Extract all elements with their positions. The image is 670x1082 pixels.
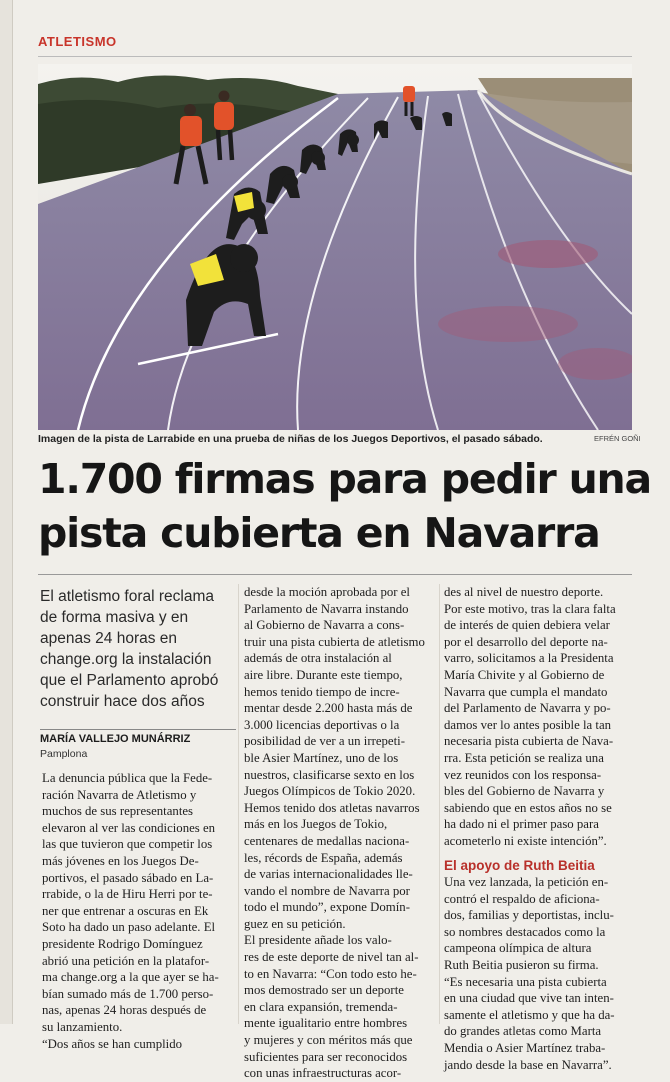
body-line: dos, familias y deportistas, inclu- (444, 908, 614, 923)
body-line: María Chivite y al Gobierno de (444, 667, 605, 682)
body-line: elevaron al ver las condiciones en (42, 820, 216, 835)
body-line: Navarra que cumpla el mandato (444, 684, 608, 699)
body-line: nas, apenas 24 horas después de (42, 1003, 207, 1018)
body-line: “Es necesaria una pista cubierta (444, 974, 607, 989)
body-line: muchos de sus representantes (42, 804, 194, 819)
body-line: centenares de medallas naciona- (244, 833, 410, 848)
track-photo (38, 64, 632, 430)
body-line: en clara expansión, tremenda- (244, 999, 398, 1014)
body-line: ha dado ni el primer paso para (444, 817, 599, 832)
lede (40, 586, 236, 712)
lede-line: change.org la instalación (40, 651, 212, 668)
spacer (444, 850, 640, 858)
body-line: jando desde la base en Navarra”. (444, 1057, 612, 1072)
column-divider (238, 584, 239, 1024)
body-line: más en los Juegos de Tokio, (244, 817, 388, 832)
headline (38, 452, 652, 560)
body-line: contró el respaldo de aficiona- (444, 891, 600, 906)
divider (40, 729, 236, 730)
body-line: abrió una petición en la platafor- (42, 953, 210, 968)
body-line: del Parlamento de Navarra y po- (444, 701, 611, 716)
body-column-2 (244, 584, 440, 1082)
headline-line: pista cubierta en Navarra (38, 509, 600, 557)
divider (38, 56, 632, 57)
body-line: con unas infraestructuras acor- (244, 1066, 402, 1081)
body-line: res de este deporte de nivel tan al- (244, 950, 419, 965)
body-line: vez reunidos con los responsa- (444, 767, 602, 782)
headline-line: 1.700 firmas para pedir una (38, 455, 652, 503)
adjacent-column-edge (0, 0, 13, 1024)
lede-line: apenas 24 horas en (40, 630, 178, 647)
lede-line: construir hace dos años (40, 693, 205, 710)
body-line: vando el nombre de Navarra por (244, 883, 410, 898)
body-line: La denuncia pública que la Fede- (42, 771, 213, 785)
body-line: Hemos tenido dos atletas navarros (244, 800, 420, 815)
body-line: más jóvenes en los Juegos De- (42, 853, 199, 868)
body-line: aire libre. Durante este tiempo, (244, 667, 403, 682)
body-line: so nombres destacados como la (444, 924, 606, 939)
body-line: al Gobierno de Navarra a cons- (244, 618, 405, 633)
body-line: “Dos años se han cumplido (42, 1036, 183, 1051)
body-line: rra. Esta petición se realiza una (444, 750, 604, 765)
divider (38, 574, 632, 575)
body-column-1 (42, 770, 238, 1052)
body-line: Mendia o Asier Martínez traba- (444, 1041, 606, 1056)
body-line: ma change.org a la que ayer se ha- (42, 970, 219, 985)
body-line: mos demostrado ser un deporte (244, 983, 404, 998)
section-label: ATLETISMO (38, 34, 117, 49)
body-line: acometerlo ni existe intención”. (444, 833, 607, 848)
body-line: necesaria pista cubierta de Nava- (444, 734, 614, 749)
body-line: to en Navarra: “Con todo esto he- (244, 966, 417, 981)
body-line: Por este motivo, tras la clara falta (444, 601, 616, 616)
body-line: portivos, el pasado sábado en La- (42, 870, 214, 885)
lede-line: que el Parlamento aprobó (40, 672, 219, 689)
body-line: suficientes para ser reconocidos (244, 1049, 408, 1064)
photo-credit: EFRÉN GOÑI (594, 434, 641, 443)
body-line: de varias internacionalidades lle- (244, 867, 413, 882)
body-line: desde la moción aprobada por el (244, 585, 410, 599)
body-line: por el desarrollo del deporte na- (444, 634, 608, 649)
body-line: 3.000 licencias deportivas o la (244, 717, 400, 732)
body-line: des al nivel de nuestro deporte. (444, 585, 604, 599)
body-line: El presidente añade los valo- (244, 933, 392, 948)
body-line: mente igualitario entre hombres (244, 1016, 408, 1031)
body-line: bían sumado más de 1.700 perso- (42, 986, 214, 1001)
byline-author: MARÍA VALLEJO MUNÁRRIZ (40, 733, 191, 745)
body-line: samente el atletismo y que ha da- (444, 1007, 615, 1022)
photo-caption: Imagen de la pista de Larrabide en una prueba de niñas de los Juegos Deportivos, el pasado sábado. (38, 433, 543, 445)
body-line: ner que entrenar a oscuras en Ek (42, 903, 209, 918)
body-line: hemos tenido tiempo de incre- (244, 684, 400, 699)
body-line: su lanzamiento. (42, 1019, 123, 1034)
lede-line: El atletismo foral reclama (40, 588, 215, 605)
body-line: Una vez lanzada, la petición en- (444, 875, 609, 890)
track-photo-image (38, 64, 632, 430)
body-line: presidente Rodrigo Domínguez (42, 936, 203, 951)
body-line: Parlamento de Navarra instando (244, 601, 409, 616)
body-line: guez en su petición. (244, 916, 346, 931)
body-line: en una ciudad que vive tan inten- (444, 991, 614, 1006)
body-line: damos ver lo antes posible la tan (444, 717, 612, 732)
body-line: Juegos Olímpicos de Tokio 2020. (244, 784, 416, 799)
byline-place: Pamplona (40, 748, 88, 760)
body-line: truir una pista cubierta de atletismo (244, 634, 425, 649)
body-line: ración Navarra de Atletismo y (42, 787, 197, 802)
subheading: El apoyo de Ruth Beitia (444, 857, 595, 873)
body-line: sabiendo que en estos años no se (444, 800, 612, 815)
body-line: les, récords de España, además (244, 850, 403, 865)
body-line: rrabide, o la de Hiru Herri por te- (42, 887, 213, 902)
body-line: además de otra instalación al (244, 651, 392, 666)
body-line: mentar desde 2.200 hasta más de (244, 701, 413, 716)
body-line: ble Asier Martínez, uno de los (244, 750, 399, 765)
body-line: do grandes atletas como Marta (444, 1024, 602, 1039)
body-line: Ruth Beitia pusieron su firma. (444, 958, 599, 973)
lede-line: de forma masiva y en (40, 609, 189, 626)
body-line: Soto ha dado un paso adelante. El (42, 920, 216, 935)
body-line: todo el mundo”, expone Domín- (244, 900, 410, 915)
body-line: y mujeres y con méritos más que (244, 1033, 413, 1048)
body-line: nuestros, clasificarse sexto en los (244, 767, 415, 782)
body-line: posibilidad de ver a un irrepeti- (244, 734, 405, 749)
body-column-3 (444, 584, 640, 1073)
body-line: las que tuvieron que competir los (42, 837, 213, 852)
body-line: bles del Gobierno de Navarra y (444, 784, 605, 799)
body-line: varro, solicitamos a la Presidenta (444, 651, 614, 666)
body-line: de interés de quien debiera velar (444, 618, 610, 633)
body-line: campeona olímpica de altura (444, 941, 592, 956)
